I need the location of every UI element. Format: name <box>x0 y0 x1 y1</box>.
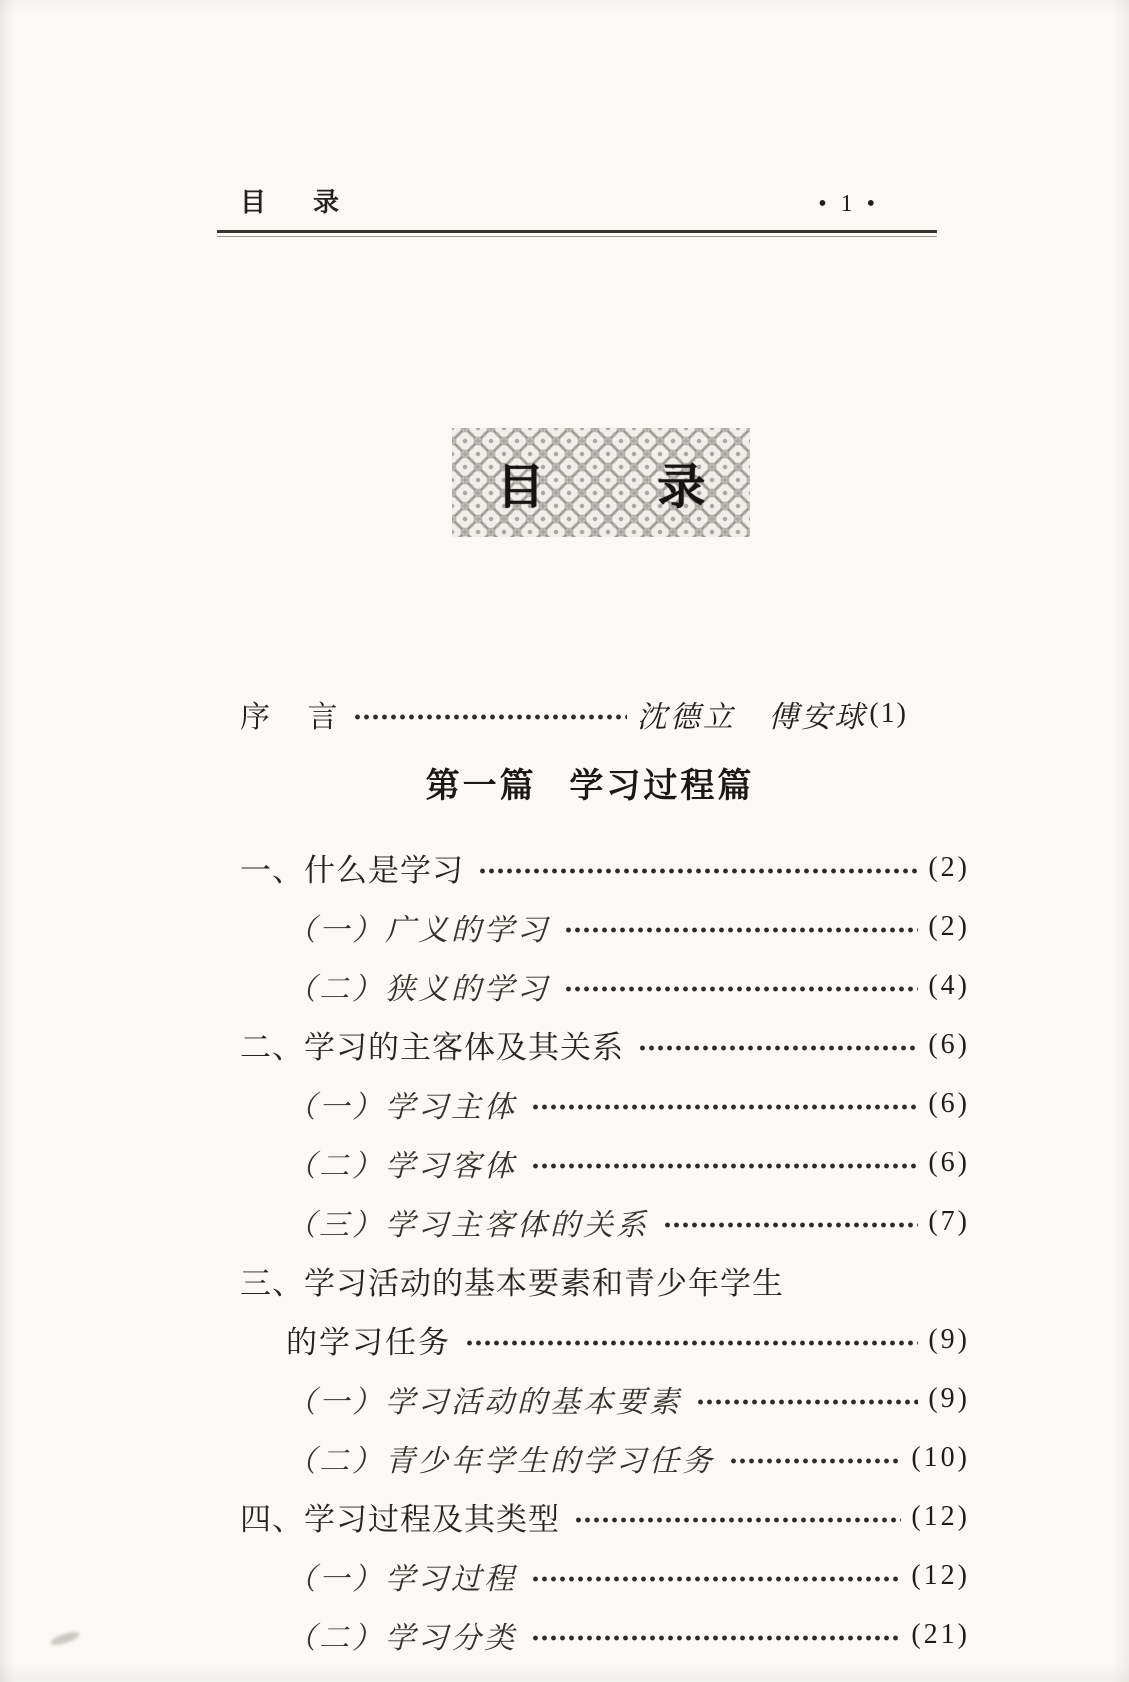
toc-entry-page: (6) <box>928 1028 970 1060</box>
toc-entry-page: (2) <box>928 910 970 942</box>
toc-entry <box>240 1605 970 1664</box>
toc-entry <box>240 1192 970 1251</box>
running-head-page-number: • 1 • <box>818 191 879 217</box>
toc-entry-label: （三）学习主客体的关系 <box>286 1208 649 1242</box>
toc-entry <box>240 1428 970 1487</box>
toc-entry-label: （二）学习客体 <box>286 1149 517 1183</box>
dot-leader <box>531 1101 918 1113</box>
dot-leader <box>564 983 918 995</box>
toc-entry-label: 一、什么是学习 <box>240 853 464 888</box>
running-head <box>217 182 937 237</box>
toc-entry-page: (6) <box>928 1146 970 1178</box>
toc-entry-label: （一）学习过程 <box>286 1562 517 1596</box>
toc-entry-label: （一）学习活动的基本要素 <box>286 1385 682 1419</box>
toc-entry-page: (4) <box>928 969 970 1001</box>
preface-page-number: (1) <box>869 698 908 729</box>
dot-leader <box>531 1160 918 1172</box>
toc-entry <box>240 1369 970 1428</box>
toc-entry <box>240 1546 970 1605</box>
contents-title: 目 录 <box>496 459 706 515</box>
toc-entry-page: (10) <box>911 1441 970 1473</box>
preface-authors: 沈德立 傅安球 <box>636 701 868 734</box>
dot-leader <box>696 1396 918 1408</box>
toc-entry-label: （二）学习分类 <box>286 1621 517 1655</box>
toc-entry <box>240 1074 970 1133</box>
preface-entry <box>240 692 970 736</box>
preface-label: 序 言 <box>240 701 339 734</box>
table-of-contents <box>240 838 970 1664</box>
toc-entry-page: (6) <box>928 1087 970 1119</box>
dot-leader <box>574 1514 901 1526</box>
toc-entry <box>240 956 970 1015</box>
toc-entry-label: 三、学习活动的基本要素和青少年学生 <box>240 1266 784 1301</box>
toc-entry <box>240 1133 970 1192</box>
dot-leader <box>729 1455 901 1467</box>
toc-entry <box>240 897 970 956</box>
dot-leader <box>638 1042 918 1054</box>
toc-entry <box>240 1487 970 1546</box>
toc-entry-page: (7) <box>928 1205 970 1237</box>
toc-entry-page: (9) <box>928 1382 970 1414</box>
toc-entry-page: (12) <box>911 1559 970 1591</box>
toc-entry-label: （二）狭义的学习 <box>286 972 550 1006</box>
toc-entry-label: 二、学习的主客体及其关系 <box>240 1030 624 1065</box>
toc-entry-page: (2) <box>928 851 970 883</box>
dot-leader <box>564 924 918 936</box>
toc-entry <box>240 838 970 897</box>
toc-entry-label: 四、学习过程及其类型 <box>240 1502 560 1537</box>
toc-entry-page: (9) <box>928 1323 970 1355</box>
dot-leader <box>531 1632 901 1644</box>
part-heading: 第一篇 学习过程篇 <box>425 766 755 806</box>
toc-entry-label: （一）广义的学习 <box>286 913 550 947</box>
running-head-rule <box>217 230 937 237</box>
dot-leader <box>478 865 918 877</box>
scan-smudge <box>49 1630 80 1648</box>
toc-entry-continuation <box>240 1310 970 1369</box>
toc-entry-label: （二）青少年学生的学习任务 <box>286 1444 715 1478</box>
contents-title-banner <box>452 428 750 537</box>
toc-entry <box>240 1015 970 1074</box>
toc-entry-label: （一）学习主体 <box>286 1090 517 1124</box>
dot-leader <box>353 711 627 723</box>
dot-leader <box>465 1337 918 1349</box>
toc-entry-page: (12) <box>911 1500 970 1532</box>
dot-leader <box>531 1573 901 1585</box>
running-head-title: 目 录 <box>240 188 342 218</box>
toc-entry-page: (21) <box>911 1618 970 1650</box>
toc-entry <box>240 1251 970 1310</box>
toc-entry-label: 的学习任务 <box>286 1325 451 1360</box>
dot-leader <box>663 1219 918 1231</box>
